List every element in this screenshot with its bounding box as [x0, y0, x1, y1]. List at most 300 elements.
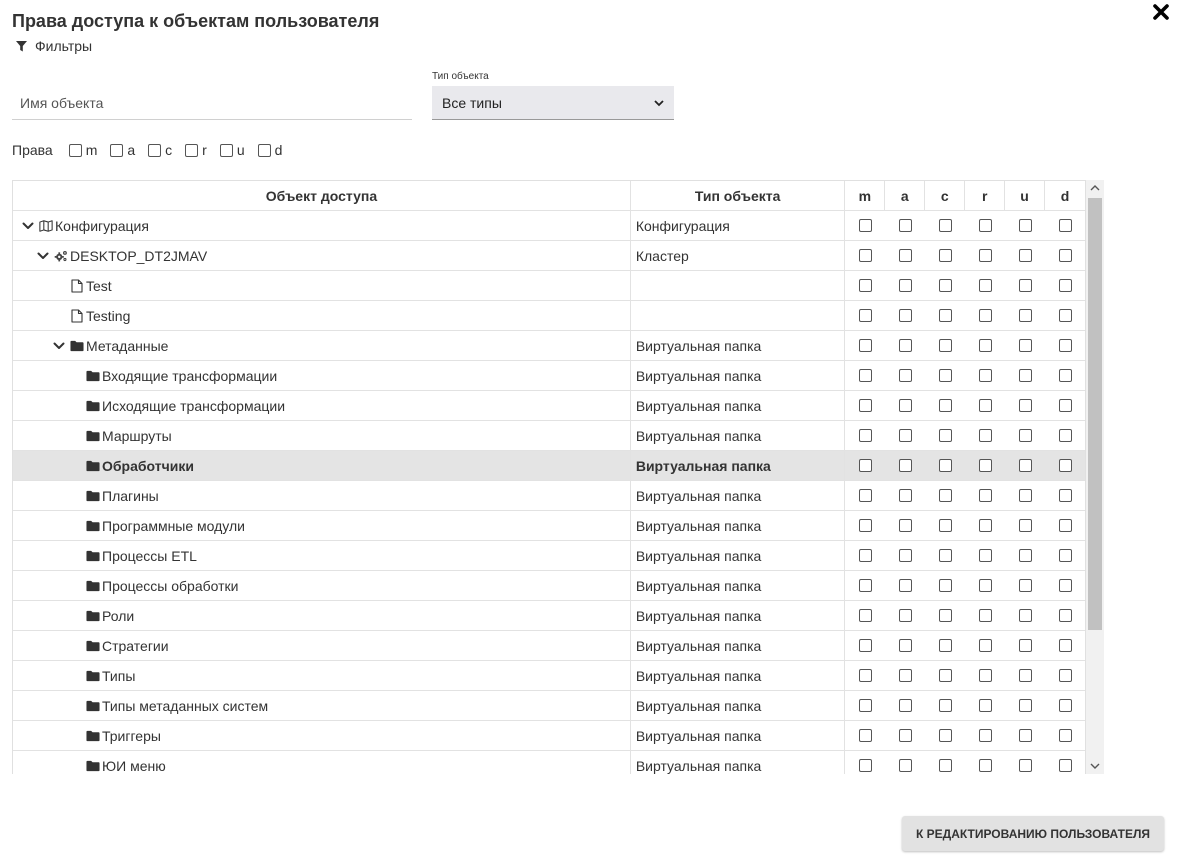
perm-checkbox-u[interactable]: [1019, 339, 1032, 352]
table-row[interactable]: [13, 541, 1085, 571]
perm-checkbox-m[interactable]: [859, 519, 872, 532]
perm-checkbox-c[interactable]: [939, 759, 952, 772]
rights-checkbox-r[interactable]: [185, 142, 207, 158]
object-type-cell: Виртуальная папка: [631, 661, 846, 690]
perm-checkbox-c[interactable]: [939, 669, 952, 682]
perm-checkbox-c[interactable]: [939, 339, 952, 352]
header-type[interactable]: Тип объекта: [631, 181, 846, 210]
perm-checkbox-a[interactable]: [899, 729, 912, 742]
perm-cell-d: [1045, 361, 1085, 390]
checkbox-box[interactable]: [110, 144, 123, 157]
perm-checkbox-r[interactable]: [979, 609, 992, 622]
close-icon[interactable]: [1151, 2, 1171, 22]
table-row[interactable]: [13, 451, 1085, 481]
perm-cell-a: [885, 571, 925, 600]
object-cell: [13, 391, 631, 420]
table-row[interactable]: [13, 511, 1085, 541]
table-row[interactable]: [13, 631, 1085, 661]
scrollbar-thumb[interactable]: [1088, 198, 1102, 630]
object-name: Программные модули: [102, 517, 245, 534]
table-row[interactable]: [13, 391, 1085, 421]
chevron-down-icon[interactable]: [21, 219, 35, 233]
perm-checkbox-d[interactable]: [1059, 699, 1072, 712]
table-row[interactable]: [13, 301, 1085, 331]
perm-cell-a: [885, 721, 925, 750]
perm-checkbox-d[interactable]: [1059, 399, 1072, 412]
header-perm-d: d: [1060, 187, 1070, 204]
table-row[interactable]: [13, 241, 1085, 271]
object-type-cell: Виртуальная папка: [631, 421, 846, 450]
perm-cell-r: [965, 601, 1005, 630]
perm-checkbox-r[interactable]: [979, 309, 992, 322]
perm-checkbox-m[interactable]: [859, 399, 872, 412]
object-name: Обработчики: [102, 457, 194, 474]
perm-checkbox-c[interactable]: [939, 639, 952, 652]
perm-checkbox-c[interactable]: [939, 219, 952, 232]
perm-cell-c: [925, 211, 965, 240]
perm-checkbox-m[interactable]: [859, 759, 872, 772]
perm-checkbox-m[interactable]: [859, 549, 872, 562]
perm-cell-d: [1045, 661, 1085, 690]
perm-checkbox-c[interactable]: [939, 519, 952, 532]
header-perm-a: a: [885, 181, 925, 210]
perm-cell-u: [1005, 691, 1045, 720]
perm-checkbox-u[interactable]: [1019, 759, 1032, 772]
perm-checkbox-r[interactable]: [979, 219, 992, 232]
object-cell: [13, 301, 631, 330]
perm-checkbox-c[interactable]: [939, 609, 952, 622]
perm-cell-u: [1005, 391, 1045, 420]
perm-cell-d: [1045, 421, 1085, 450]
perm-checkbox-d[interactable]: [1059, 429, 1072, 442]
perm-cell-d: [1045, 511, 1085, 540]
folder-icon: [86, 729, 100, 743]
folder-icon: [86, 489, 100, 503]
perm-checkbox-r[interactable]: [979, 549, 992, 562]
perm-checkbox-a[interactable]: [899, 639, 912, 652]
perm-cell-d: [1045, 301, 1085, 330]
perm-checkbox-a[interactable]: [899, 369, 912, 382]
object-name: Роли: [102, 607, 135, 624]
perm-cell-a: [885, 241, 925, 270]
rights-checkbox-label: a: [127, 142, 136, 158]
perm-checkbox-m[interactable]: [859, 729, 872, 742]
chevron-down-icon[interactable]: [36, 249, 50, 263]
object-type-cell: Виртуальная папка: [631, 691, 846, 720]
file-icon: [70, 309, 84, 323]
object-cell: [13, 721, 631, 750]
object-type-select[interactable]: [432, 86, 674, 120]
perm-checkbox-a[interactable]: [899, 669, 912, 682]
perm-checkbox-a[interactable]: [899, 339, 912, 352]
object-cell: [13, 481, 631, 510]
object-cell: [13, 601, 631, 630]
perm-checkbox-u[interactable]: [1019, 459, 1032, 472]
perm-cell-a: [885, 601, 925, 630]
perm-checkbox-d[interactable]: [1059, 459, 1072, 472]
table-row[interactable]: [13, 361, 1085, 391]
perm-cell-a: [885, 451, 925, 480]
perm-checkbox-a[interactable]: [899, 519, 912, 532]
rights-checkbox-m[interactable]: [69, 142, 98, 158]
header-object[interactable]: Объект доступа: [13, 181, 631, 210]
perm-checkbox-r[interactable]: [979, 249, 992, 262]
object-cell: [13, 511, 631, 540]
perm-checkbox-d[interactable]: [1059, 219, 1072, 232]
rights-checkbox-label: u: [236, 142, 245, 158]
perm-checkbox-c[interactable]: [939, 549, 952, 562]
header-perm-r: r: [965, 181, 1005, 210]
perm-checkbox-m[interactable]: [859, 699, 872, 712]
perm-checkbox-a[interactable]: [899, 579, 912, 592]
object-type-cell: Конфигурация: [631, 211, 846, 240]
perm-cell-c: [925, 721, 965, 750]
perm-cell-u: [1005, 511, 1045, 540]
perm-cell-r: [965, 301, 1005, 330]
object-name: ЮИ меню: [102, 757, 166, 774]
folder-icon: [86, 369, 100, 383]
perm-checkbox-a[interactable]: [899, 399, 912, 412]
perm-checkbox-r[interactable]: [979, 489, 992, 502]
perm-cell-a: [885, 691, 925, 720]
perm-checkbox-u[interactable]: [1019, 699, 1032, 712]
perm-cell-m: [845, 661, 885, 690]
perm-cell-c: [925, 361, 965, 390]
perm-checkbox-r[interactable]: [979, 519, 992, 532]
object-type-cell: Виртуальная папка: [631, 481, 846, 510]
object-name: Test: [86, 277, 112, 294]
perm-checkbox-u[interactable]: [1019, 609, 1032, 622]
perm-checkbox-m[interactable]: [859, 429, 872, 442]
perm-cell-c: [925, 601, 965, 630]
perm-checkbox-u[interactable]: [1019, 309, 1032, 322]
object-cell: [13, 361, 631, 390]
perm-checkbox-c[interactable]: [939, 729, 952, 742]
object-cell: [13, 541, 631, 570]
perm-cell-r: [965, 571, 1005, 600]
folder-icon: [86, 579, 100, 593]
perm-checkbox-c[interactable]: [939, 279, 952, 292]
perm-checkbox-d[interactable]: [1059, 279, 1072, 292]
perm-cell-u: [1005, 271, 1045, 300]
perm-cell-u: [1005, 481, 1045, 510]
perm-checkbox-d[interactable]: [1059, 519, 1072, 532]
perm-cell-m: [845, 241, 885, 270]
rights-checkbox-d[interactable]: [258, 142, 283, 158]
perm-cell-d: [1045, 241, 1085, 270]
scroll-down-icon[interactable]: [1086, 758, 1104, 774]
perm-checkbox-m[interactable]: [859, 669, 872, 682]
perm-cell-u: [1005, 721, 1045, 750]
perm-checkbox-c[interactable]: [939, 459, 952, 472]
perm-checkbox-c[interactable]: [939, 429, 952, 442]
rights-checkbox-label: r: [202, 142, 207, 158]
filter-icon: [16, 41, 27, 52]
perm-checkbox-d[interactable]: [1059, 639, 1072, 652]
perm-checkbox-u[interactable]: [1019, 399, 1032, 412]
object-type-cell: Виртуальная папка: [631, 511, 846, 540]
perm-checkbox-u[interactable]: [1019, 489, 1032, 502]
object-type-cell: Виртуальная папка: [631, 451, 846, 480]
perm-cell-r: [965, 451, 1005, 480]
perm-cell-m: [845, 751, 885, 774]
perm-cell-r: [965, 691, 1005, 720]
perm-checkbox-r[interactable]: [979, 339, 992, 352]
perm-cell-c: [925, 421, 965, 450]
perm-cell-d: [1045, 331, 1085, 360]
perm-checkbox-a[interactable]: [899, 429, 912, 442]
folder-icon: [70, 339, 84, 353]
perm-cell-m: [845, 481, 885, 510]
perm-checkbox-d[interactable]: [1059, 309, 1072, 322]
perm-checkbox-r[interactable]: [979, 399, 992, 412]
perm-cell-m: [845, 541, 885, 570]
perm-checkbox-r[interactable]: [979, 579, 992, 592]
object-name: Стратегии: [102, 637, 169, 654]
object-type-cell: [631, 271, 846, 300]
perm-cell-u: [1005, 331, 1045, 360]
filters-toggle[interactable]: [16, 38, 92, 54]
perm-cell-m: [845, 691, 885, 720]
rights-checkbox-label: d: [274, 142, 283, 158]
map-icon: [39, 219, 53, 233]
perm-checkbox-d[interactable]: [1059, 609, 1072, 622]
perm-cell-d: [1045, 451, 1085, 480]
object-cell: [13, 421, 631, 450]
table-row[interactable]: [13, 331, 1085, 361]
perm-checkbox-r[interactable]: [979, 279, 992, 292]
perm-checkbox-u[interactable]: [1019, 369, 1032, 382]
perm-checkbox-u[interactable]: [1019, 219, 1032, 232]
perm-checkbox-a[interactable]: [899, 759, 912, 772]
object-name: DESKTOP_DT2JMAV: [70, 247, 208, 264]
perm-checkbox-u[interactable]: [1019, 429, 1032, 442]
table-scrollbar[interactable]: [1086, 180, 1104, 774]
perm-checkbox-r[interactable]: [979, 369, 992, 382]
perm-checkbox-a[interactable]: [899, 309, 912, 322]
perm-checkbox-a[interactable]: [899, 489, 912, 502]
perm-cell-r: [965, 481, 1005, 510]
table-row[interactable]: [13, 661, 1085, 691]
perm-checkbox-m[interactable]: [859, 639, 872, 652]
object-cell: [13, 751, 631, 774]
perm-checkbox-m[interactable]: [859, 609, 872, 622]
object-type-cell: Виртуальная папка: [631, 601, 846, 630]
object-cell: [13, 241, 631, 270]
perm-cell-u: [1005, 661, 1045, 690]
folder-icon: [86, 609, 100, 623]
perm-checkbox-m[interactable]: [859, 459, 872, 472]
perm-cell-m: [845, 601, 885, 630]
perm-cell-m: [845, 301, 885, 330]
perm-cell-c: [925, 631, 965, 660]
perm-cell-a: [885, 271, 925, 300]
object-name: Метаданные: [86, 337, 169, 354]
perm-cell-d: [1045, 211, 1085, 240]
perm-checkbox-m[interactable]: [859, 279, 872, 292]
perm-checkbox-r[interactable]: [979, 429, 992, 442]
perm-cell-m: [845, 271, 885, 300]
perm-cell-u: [1005, 241, 1045, 270]
perm-cell-c: [925, 751, 965, 774]
folder-icon: [86, 549, 100, 563]
perm-checkbox-u[interactable]: [1019, 579, 1032, 592]
perm-cell-m: [845, 571, 885, 600]
perm-checkbox-c[interactable]: [939, 699, 952, 712]
perm-cell-a: [885, 481, 925, 510]
perm-cell-d: [1045, 541, 1085, 570]
perm-cell-a: [885, 631, 925, 660]
filters-label: Фильтры: [35, 38, 93, 54]
perm-checkbox-d[interactable]: [1059, 249, 1072, 262]
table-row[interactable]: [13, 211, 1085, 241]
checkbox-box[interactable]: [220, 144, 233, 157]
scroll-up-icon[interactable]: [1086, 180, 1104, 196]
table-row[interactable]: [13, 601, 1085, 631]
checkbox-box[interactable]: [185, 144, 198, 157]
perm-checkbox-u[interactable]: [1019, 519, 1032, 532]
object-type-cell: Виртуальная папка: [631, 541, 846, 570]
perm-cell-r: [965, 241, 1005, 270]
perm-checkbox-m[interactable]: [859, 579, 872, 592]
perm-checkbox-m[interactable]: [859, 339, 872, 352]
perm-checkbox-c[interactable]: [939, 369, 952, 382]
perm-cell-u: [1005, 601, 1045, 630]
perm-checkbox-u[interactable]: [1019, 279, 1032, 292]
perm-checkbox-m[interactable]: [859, 219, 872, 232]
perm-checkbox-a[interactable]: [899, 249, 912, 262]
perm-cell-c: [925, 481, 965, 510]
table-row[interactable]: [13, 691, 1085, 721]
perm-cell-r: [965, 631, 1005, 660]
chevron-down-icon[interactable]: [52, 339, 66, 353]
perm-cell-u: [1005, 451, 1045, 480]
perm-checkbox-c[interactable]: [939, 309, 952, 322]
perm-cell-a: [885, 391, 925, 420]
checkbox-box[interactable]: [258, 144, 271, 157]
perm-checkbox-d[interactable]: [1059, 669, 1072, 682]
object-type-cell: Виртуальная папка: [631, 751, 846, 774]
table-row[interactable]: [13, 271, 1085, 301]
perm-checkbox-d[interactable]: [1059, 729, 1072, 742]
object-cell: [13, 451, 631, 480]
header-perm-m: m: [845, 181, 885, 210]
perm-checkbox-u[interactable]: [1019, 669, 1032, 682]
perm-checkbox-d[interactable]: [1059, 579, 1072, 592]
perm-cell-d: [1045, 571, 1085, 600]
perm-checkbox-d[interactable]: [1059, 549, 1072, 562]
perm-cell-u: [1005, 361, 1045, 390]
object-cell: [13, 211, 631, 240]
perm-checkbox-a[interactable]: [899, 699, 912, 712]
perm-checkbox-d[interactable]: [1059, 339, 1072, 352]
checkbox-box[interactable]: [69, 144, 82, 157]
perm-checkbox-a[interactable]: [899, 219, 912, 232]
object-type-cell: Виртуальная папка: [631, 331, 846, 360]
perm-cell-m: [845, 451, 885, 480]
rights-checkbox-c[interactable]: [148, 142, 172, 158]
perm-checkbox-r[interactable]: [979, 459, 992, 472]
perm-cell-d: [1045, 391, 1085, 420]
object-cell: [13, 271, 631, 300]
perm-cell-u: [1005, 751, 1045, 774]
folder-icon: [86, 699, 100, 713]
perm-checkbox-a[interactable]: [899, 459, 912, 472]
perm-cell-m: [845, 721, 885, 750]
perm-checkbox-u[interactable]: [1019, 549, 1032, 562]
perm-checkbox-c[interactable]: [939, 489, 952, 502]
perm-cell-c: [925, 541, 965, 570]
chevron-down-icon: [654, 99, 664, 107]
object-name: Плагины: [102, 487, 159, 504]
perm-cell-c: [925, 691, 965, 720]
rights-checkbox-a[interactable]: [110, 142, 135, 158]
perm-checkbox-m[interactable]: [859, 369, 872, 382]
perm-checkbox-c[interactable]: [939, 249, 952, 262]
perm-cell-d: [1045, 271, 1085, 300]
perm-checkbox-a[interactable]: [899, 549, 912, 562]
perm-checkbox-d[interactable]: [1059, 759, 1072, 772]
perm-cell-r: [965, 391, 1005, 420]
perm-checkbox-r[interactable]: [979, 669, 992, 682]
table-row[interactable]: [13, 481, 1085, 511]
object-type-cell: Виртуальная папка: [631, 631, 846, 660]
object-name-input[interactable]: [12, 86, 412, 120]
perm-checkbox-a[interactable]: [899, 609, 912, 622]
table-row[interactable]: [13, 421, 1085, 451]
perm-cell-m: [845, 331, 885, 360]
perm-cell-c: [925, 451, 965, 480]
table-row[interactable]: [13, 571, 1085, 601]
perm-cell-m: [845, 391, 885, 420]
perm-cell-u: [1005, 571, 1045, 600]
perm-checkbox-d[interactable]: [1059, 369, 1072, 382]
perm-checkbox-u[interactable]: [1019, 249, 1032, 262]
perm-checkbox-m[interactable]: [859, 309, 872, 322]
perm-checkbox-r[interactable]: [979, 759, 992, 772]
perm-checkbox-d[interactable]: [1059, 489, 1072, 502]
object-cell: [13, 631, 631, 660]
object-name: Процессы ETL: [102, 547, 197, 564]
object-name: Конфигурация: [55, 217, 149, 234]
perm-checkbox-m[interactable]: [859, 249, 872, 262]
table-row[interactable]: [13, 721, 1085, 751]
perm-checkbox-u[interactable]: [1019, 729, 1032, 742]
perm-checkbox-u[interactable]: [1019, 639, 1032, 652]
perm-checkbox-c[interactable]: [939, 579, 952, 592]
perm-checkbox-r[interactable]: [979, 729, 992, 742]
perm-checkbox-c[interactable]: [939, 399, 952, 412]
perm-cell-d: [1045, 481, 1085, 510]
object-type-cell: Виртуальная папка: [631, 721, 846, 750]
dialog-title: Права доступа к объектам пользователя: [12, 11, 380, 31]
perm-cell-r: [965, 211, 1005, 240]
perm-checkbox-m[interactable]: [859, 489, 872, 502]
perm-cell-r: [965, 421, 1005, 450]
object-name: Процессы обработки: [102, 577, 239, 594]
edit-user-button[interactable]: К РЕДАКТИРОВАНИЮ ПОЛЬЗОВАТЕЛЯ: [902, 816, 1164, 851]
folder-icon: [86, 399, 100, 413]
perm-checkbox-r[interactable]: [979, 639, 992, 652]
checkbox-box[interactable]: [148, 144, 161, 157]
rights-checkbox-u[interactable]: [220, 142, 245, 158]
perm-checkbox-r[interactable]: [979, 699, 992, 712]
perm-cell-c: [925, 661, 965, 690]
header-perm-u: u: [1005, 181, 1045, 210]
table-row[interactable]: [13, 751, 1085, 774]
perm-checkbox-a[interactable]: [899, 279, 912, 292]
access-table: [12, 180, 1104, 774]
